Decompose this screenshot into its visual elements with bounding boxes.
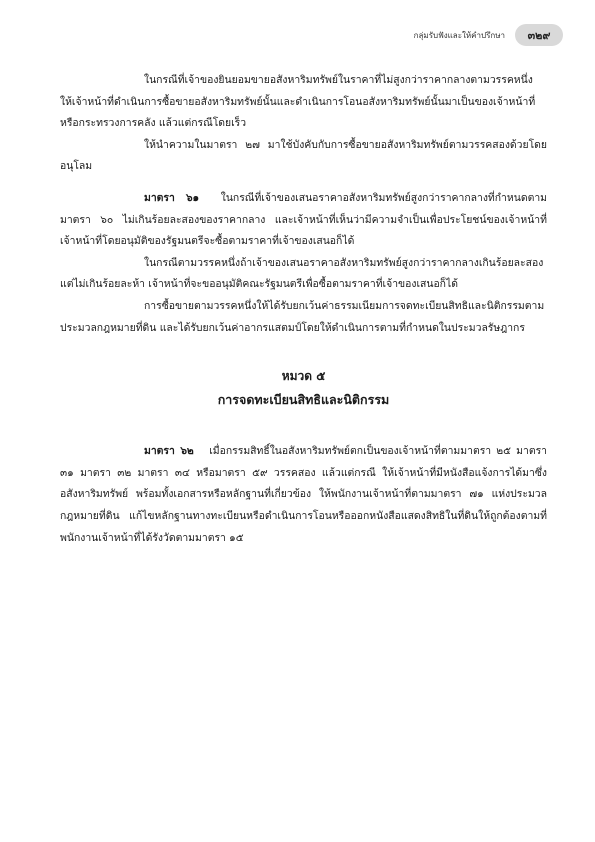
page-header <box>414 24 563 46</box>
paragraph-apply-section-27: ให้นำความในมาตรา ๒๗ มาใช้บังคับกับการซื้อขายอสังหาริมทรัพย์ตามวรรคสองด้วยโดยอนุโลม <box>60 138 547 173</box>
spacer <box>60 417 547 441</box>
page-number-badge: ๓๒๙ <box>515 24 563 46</box>
section-62 <box>60 441 547 549</box>
paragraph-price-over-two-percent: ในกรณีตามวรรคหนึ่งถ้าเจ้าของเสนอราคาอสังหาริมทรัพย์สูงกว่าราคากลางเกินร้อยละสองแต่ไม่เกินร้อยละห้า เจ้าหน้าที่จะขออนุมัติคณะรัฐมนตรีเพื่อซื้อตามราคาที่เจ้าของเสนอก็ได้ <box>60 256 544 291</box>
chapter-title: การจดทะเบียนสิทธิและนิติกรรม <box>217 392 390 408</box>
header-org-name: กลุ่มรับฟังและให้คำปรึกษา <box>413 30 505 40</box>
paragraph-sale-consent: ในกรณีที่เจ้าของยินยอมขายอสังหาริมทรัพย์ในราคาที่ไม่สูงกว่าราคากลางตามวรรคหนึ่ง ให้เจ้าหน้าที่ดำเนินการซื้อขายอสังหาริมทรัพย์นั้นและดำเนินการโอนอสังหาริมทรัพย์นั้นมาเป็นของเจ้าหน้าที่หรือกระทรวงการคลัง แล้วแต่กรณีโดยเร็ว <box>60 74 536 130</box>
section-62-label: มาตรา ๖๒ <box>144 445 194 458</box>
section-61-text: ในกรณีที่เจ้าของเสนอราคาอสังหาริมทรัพย์สูงกว่าราคากลางที่กำหนดตามมาตรา ๖๐ ไม่เกินร้อยละสองของราคากลาง และเจ้าหน้าที่เห็นว่ามีความจำเป็นเพื่อประโยชน์ของเจ้าหน้าที่ เจ้าหน้าที่โดยอนุมัติของรัฐมนตรีจะซื้อตามราคาที่เจ้าของเสนอก็ได้ <box>60 191 548 248</box>
section-61 <box>60 188 547 253</box>
section-62-text: เมื่อกรรมสิทธิ์ในอสังหาริมทรัพย์ตกเป็นของเจ้าหน้าที่ตามมาตรา ๒๕ มาตรา ๓๑ มาตรา ๓๒ มาตรา ๓๔ หรือมาตรา ๕๙ วรรคสอง แล้วแต่กรณี ให้เจ้าหน้าที่มีหนังสือแจ้งการได้มาซึ่งอสังหาริมทรัพย์ พร้อมทั้งเอกสารหรือหลักฐานที่เกี่ยวข้อง ให้พนักงานเจ้าหน้าที่ตามมาตรา ๗๑ แห่งประมวลกฎหมายที่ดิน แก้ไขหลักฐานทางทะเบียนหรือดำเนินการโอนหรือออกหนังสือแสดงสิทธิในที่ดินให้ถูกต้องตามที่พนักงานเจ้าหน้าที่ได้รังวัดตามมาตรา ๑๕ <box>60 445 547 544</box>
paragraph-fee-exemption: การซื้อขายตามวรรคหนึ่งให้ได้รับยกเว้นค่าธรรมเนียมการจดทะเบียนสิทธิและนิติกรรมตามประมวลกฎหมายที่ดิน และได้รับยกเว้นค่าอากรแสตมป์โดยให้ดำเนินการตามที่กำหนดในประมวลรัษฎากร <box>60 299 545 334</box>
chapter-heading <box>60 365 547 411</box>
section-61-label: มาตรา ๖๑ <box>144 191 200 204</box>
document-body <box>60 70 547 559</box>
chapter-number: หมวด ๕ <box>281 369 326 384</box>
